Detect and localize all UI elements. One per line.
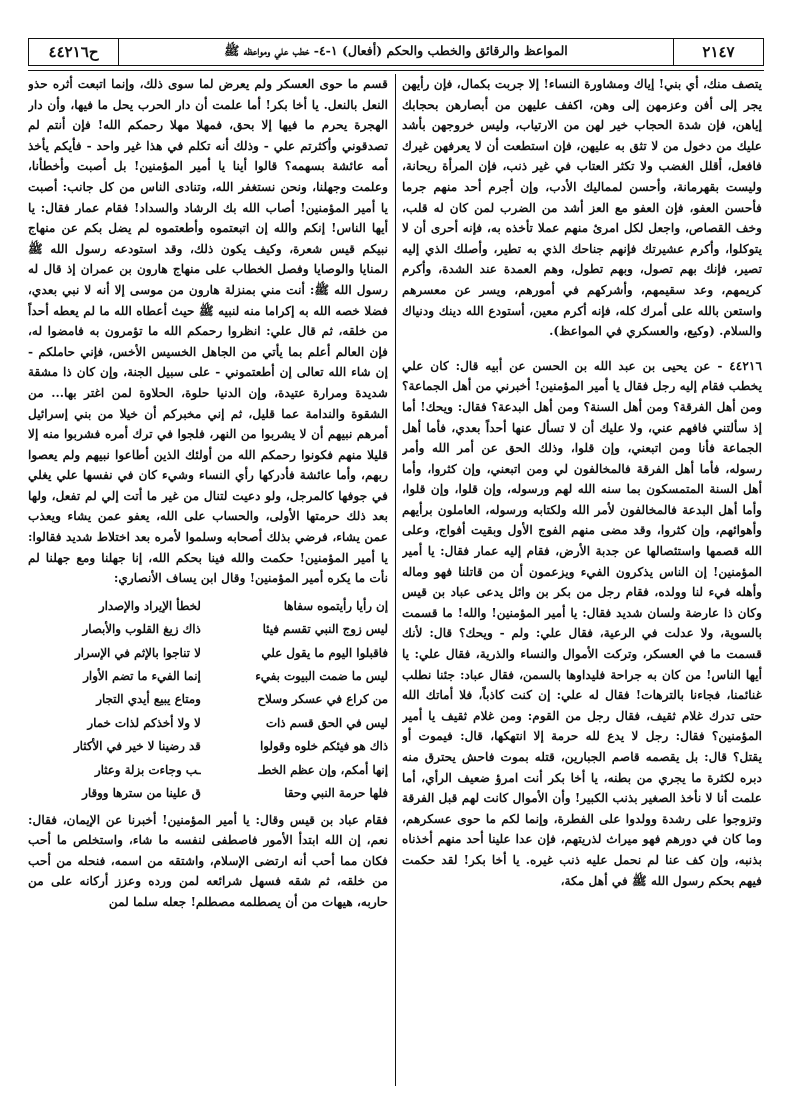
poem-verse <box>28 782 388 805</box>
poem-verse <box>28 735 388 758</box>
poem <box>28 595 388 806</box>
verse-first-half: ليس ما ضمت البيوت بفيء <box>255 669 388 684</box>
verse-second-half: لا تناجوا بالإثم في الإسرار <box>74 645 201 660</box>
header-rule <box>28 70 764 71</box>
verse-second-half: ذاك زيغ القلوب والأبصار <box>82 622 201 637</box>
verse-second-half: ق علينا من سترها ووقار <box>82 786 201 801</box>
running-title: المواعظ والرقائق والخطب والحكم (أفعال) ١-٤- خطب علي ومواعظه ﷺ <box>224 42 568 58</box>
page-number: ٢١٤٧ <box>673 39 763 65</box>
right-column <box>402 74 762 1084</box>
verse-first-half: ليس في الحق قسم ذات <box>265 715 388 730</box>
verse-first-half: ذاك هو فيئكم خلوه وقولوا <box>260 739 388 754</box>
verse-second-half: ـب وجاءت بزلة وعثار <box>94 762 201 777</box>
paragraph: قسم ما حوى العسكر ولم يعرض لما سوى ذلك، وإنما اتبعت أثره حذو النعل بالنعل. يا أخا بكر! أما علمت أن دار الحرب يحل ما فيها، وأن دار الهجرة يحرم ما فيها إلا بحق، فمهلا مهلا رحمكم الله! فإن أنتم لم تصدقوني وأكثرتم علي - وذلك أنه تكلم في هذا غير واحد - فأيكم يأخذ أمه عائشة بسهمه؟ قالوا أينا يا أمير المؤمنين! بل أصبت وأخطأنا، وعلمت وجهلنا، ونحن نستغفر الله، وتنادى الناس من كل جانب: أصبت يا أمير المؤمنين! أصاب الله بك الرشاد والسداد! فقام عمار فقال: يا أيها الناس! إنكم والله إن اتبعتموه وأطعتموه لم يضل بكم عن منهاج نبيكم قيس شعرة، وكيف يكون ذلك، وقد استودعه رسول الله ﷺ المنايا والوصايا وفصل الخطاب على منهاج هارون بن عمران إذ قال له رسول الله ﷺ: أنت مني بمنزلة هارون من موسى إلا أنه لا نبي بعدي، فضلا خصه الله به إكراما منه لنبيه ﷺ حيث أعطاه الله ما لم يعطه أحداً من خلقه، ثم قال علي: انظروا رحمكم الله ما تؤمرون به فامضوا له، فإن العالم أعلم بما يأتي من الجاهل الخسيس الأخس، فإني حاملكم - إن شاء الله تعالى إن أطعتموني - على سبيل الجنة، وإن كان ذا مشقة شديدة ومرارة عتيدة، وإن الدنيا حلوة، الحلاوة لمن اغتر بها... من الشقوة والندامة عما قليل، ثم إني مخبركم أن خيلا من بني إسرائيل أمرهم نبيهم أن لا يشربوا من النهر، فلجوا في ترك أمره فشربوا منه إلا قليلا منهم فكونوا رحمكم الله من أولئك الذين أطاعوا نبيهم ولم يعصوا ربهم، وأما عائشة فأدركها رأي النساء وشيء كان في نفسها علي يغلي في جوفها كالمرجل، ولو دعيت لتنال من غير ما أتت إلي لم تفعل، ولها بعد ذلك حرمتها الأولى، والحساب على الله، يعفو عمن يشاء ويعذب عمن يشاء، فرضي بذلك أصحابه وسلموا لأمره بعد اختلاط شديد فقالوا: يا أمير المؤمنين! حكمت والله فينا بحكم الله، إنا جهلنا ومع جهلنا لم نأت ما يكره أمير المؤمنين! وقال ابن يساف الأنصاري: <box>28 77 388 586</box>
verse-second-half: ومتاع يبيع أيدي التجار <box>96 692 201 707</box>
poem-verse <box>28 688 388 711</box>
verse-first-half: إن رأيا رأيتموه سفاها <box>283 598 388 613</box>
verse-first-half: ليس زوج النبي تقسم فيئا <box>262 622 388 637</box>
verse-first-half: من كراع في عسكر وسلاح <box>257 692 388 707</box>
poem-verse <box>28 595 388 618</box>
poem-verse <box>28 642 388 665</box>
paragraph-gap <box>402 342 762 356</box>
poem-verse <box>28 618 388 641</box>
verse-second-half: لا ولا أخذكم لذات خمار <box>87 715 201 730</box>
column-divider <box>395 74 396 1086</box>
verse-first-half: إنها أمكم، وإن عظم الخطـ <box>258 762 388 777</box>
paragraph: ٤٤٢١٦ - عن يحيى بن عبد الله بن الحسن عن أبيه قال: كان علي يخطب فقام إليه رجل فقال يا أمير المؤمنين! أخبرني من أهل الجماعة؟ ومن أهل الفرقة؟ ومن أهل السنة؟ ومن أهل البدعة؟ فقال: ويحك! أما إذ سألتني فافهم عني، ولا عليك أن لا تسأل عنها أحداً بعدي، فأما أهل الجماعة فأنا ومن اتبعني، وإن قلوا، وذلك الحق عن أمر الله وأمر رسوله، فأما أهل الفرقة فالمخالفون لي ومن اتبعني، وإن كثروا، وأما أهل السنة المتمسكون بما سنه الله لهم ورسوله، وإن قلوا، وإن قلوا، وأما أهل البدعة فالمخالفون لأمر الله ولكتابه ورسوله، العاملون برأيهم وأهوائهم، وإن كثروا، وقد مضى منهم الفوج الأول وبقيت أفواج، وعلى الله قصمها واستئصالها عن جدبة الأرض، فقام إليه عمار فقال: يا أمير المؤمنين! إن الناس يذكرون الفيء ويزعمون أن من قاتلنا فهو وماله وأهله فيء لنا وولده، فقام رجل من بكر بن وائل يدعى عباد بن قيس وكان ذا عارضة ولسان شديد فقال: يا أمير المؤمنين! والله! ما قسمت بالسوية، ولا عدلت في الرعية، فقال علي: ولم - ويحك؟ قال: لأنك قسمت ما في العسكر، وتركت الأموال والنساء والذرية، فقال علي: يا أيها الناس! من كان به جراحة فليداوها بالسمن، فقال عباد: جئنا نطلب غنائمنا، فجاءنا بالترهات! فقال له علي: إن كنت كاذباً، فلا أماتك الله حتى تدرك غلام ثقيف، فقال رجل من القوم: ومن غلام ثقيف يا أمير المؤمنين؟ فقال: رجل لا يدع لله حرمة إلا انتهكها، قال: فيموت أو يقتل؟ قال: بل يقصمه قاصم الجبارين، قتله بموت فاحش يحترق منه دبره لكثرة ما يجري من بطنه، يا أخا بكر أنت امرؤ ضعيف الرأي، أما علمت أنا لا نأخذ الصغير بذنب الكبير! وأن الأموال كانت لهم قبل الفرقة وتزوجوا على رشدة وولدوا على الفطرة، وإنما لكم ما حوى عسكرهم، وما كان في دورهم فهو ميراث لذريتهم، فإن عدا علينا أحد منهم أخذناه بذنبه، وإن كف عنا لم نحمل عليه ذنب غيره. يا أخا بكر! لقد حكمت فيهم بحكم رسول الله ﷺ في أهل مكة، <box>402 358 762 888</box>
verse-first-half: فاقبلوا اليوم ما يقول علي <box>261 645 388 660</box>
verse-second-half: إنما الفيء ما تضم الأوار <box>83 669 201 684</box>
paragraph: يتصف منك، أي بني! إياك ومشاورة النساء! إلا جربت بكمال، فإن رأيهن يجر إلى أفن وعزمهن إلى وهن، اكفف عليهن من أبصارهن بحجابك إياهن، فإن شدة الحجاب خير لهن من الارتياب، وليس خروجهن بأشد عليك من دخول من لا تثق به عليهن، فإن استطعت أن لا يعرفهن غيرك فافعل، أقلل الغضب ولا تكثر العتاب في غير ذنب، فإن المرأة ريحانة، وليست بقهرمانة، وأحسن لمماليك الأدب، وإن أجرم أحد منهم جرما فأحسن العفو، فإن العفو مع العز أشد من الضرب لمن كان له قلب، وخف القصاص، واجعل لكل امرئ منهم عملا تأخذه به، فإنه أحرى أن لا يتوكلوا، وأكرم عشيرتك فإنهم جناحك الذي به تطير، وأصلك الذي إليه تصير، فإنك بهم تصول، وبهم تطول، وهم العمدة عند الشدة، وأكرم كريمهم، وعد سقيمهم، وأشركهم في أمورهم، ويسر عن معسرهم واستعن بالله على أمرك كله، فإنه أكرم معين، أستودع الله دينك ودنياك والسلام. (وكيع، والعسكري في المواعظ). <box>402 77 762 339</box>
page-header <box>28 38 764 66</box>
verse-first-half: فلها حرمة النبي وحقا <box>284 786 388 801</box>
poem-verse <box>28 712 388 735</box>
left-column <box>28 74 388 1084</box>
verse-second-half: لخطأ الإيراد والإصدار <box>98 598 201 613</box>
paragraph: فقام عباد بن قيس وقال: يا أمير المؤمنين! أخبرنا عن الإيمان، فقال: نعم، إن الله ابتدأ الأمور فاصطفى لنفسه ما شاء، واستخلص ما أحب فكان مما أحب أنه ارتضى الإسلام، واشتقه من اسمه، فنحله من أحب من خلقه، ثم شقه فسهل شرائعه لمن ورده وعزز أركانه على من حاربه، هيهات من أن يصطلمه مصطلم! جعله سلما لمن <box>28 812 388 909</box>
poem-verse <box>28 665 388 688</box>
poem-verse <box>28 759 388 782</box>
verse-second-half: قد رضينا لا خير في الأكثار <box>73 739 201 754</box>
hadith-number: ح٤٤٢١٦ <box>29 39 119 65</box>
